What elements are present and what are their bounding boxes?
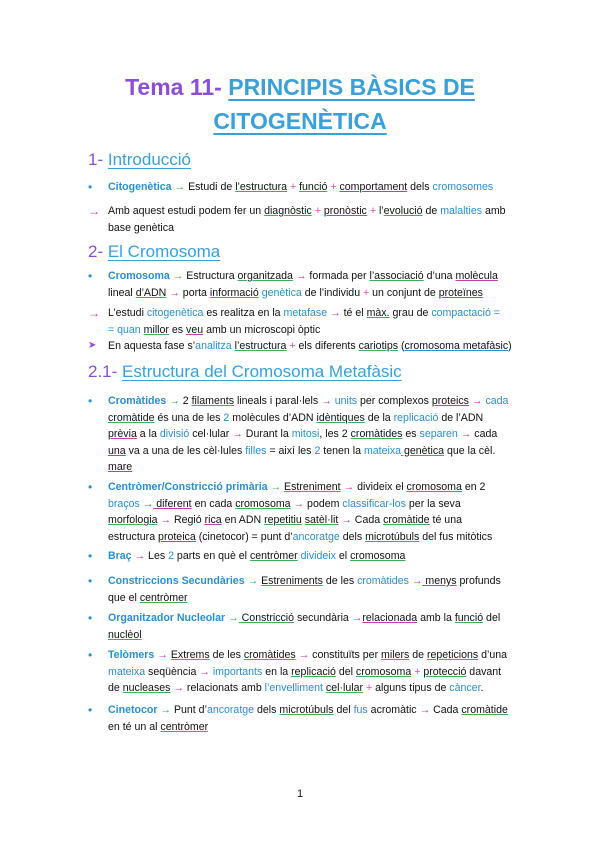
bullet-dot-icon: • [88, 611, 93, 625]
list-item: • Cinetocor → Punt d’ancoratge dels microtúbuls del fus acromàtic → Cada cromàtide en té un al centròmer [88, 703, 508, 733]
page-title-line2: CITOGENÈTICA [213, 108, 387, 134]
bullet-dot-icon: • [88, 648, 93, 662]
page-title: Tema 11- PRINCIPIS BÀSICS DE [125, 74, 475, 100]
bullet-triangle-icon: ➤ [88, 340, 97, 351]
bullet-dot-icon: • [88, 480, 93, 494]
bullet-dot-icon: • [88, 394, 93, 408]
bullet-dot-icon: • [88, 269, 93, 283]
list-item: • Braç → Les 2 parts en què el centròmer divideix el cromosoma [88, 549, 406, 563]
bullet-arrow-icon: → [88, 306, 100, 320]
list-item: • Cromosoma → Estructura organitzada → formada per l’associació d’una molècula lineal d’ADN → porta informació genètica de l’individu + un conjunt de proteïnes [88, 269, 498, 299]
page-number: 1 [296, 788, 304, 800]
list-item: • Constriccions Secundàries → Estreniments de les cromàtides → menys profunds que el centròmer [88, 574, 501, 604]
bullet-dot-icon: • [88, 549, 93, 563]
section-heading-estructura: 2.1- Estructura del Cromosoma Metafàsic [88, 362, 402, 381]
list-item: • Citogenètica → Estudi de l’estructura + funció + comportament dels cromosomes [88, 180, 494, 194]
list-item: ➤ En aquesta fase s’analitza l’estructura + els diferents cariotips (cromosoma metafàsic) [88, 338, 528, 355]
bullet-arrow-icon: → [88, 204, 100, 218]
section-heading-introduccio: 1- Introducció [88, 150, 192, 169]
list-item: → Amb aquest estudi podem fer un diagnòstic + pronòstic + l’evolució de malalties amb base genètica [88, 204, 506, 234]
list-item: • Centròmer/Constricció primària → Estreniment → divideix el cromosoma en 2 braços → diferent en cada cromosoma → podem classificar-los per la seva morfologia → Regió rica en ADN repetitiu satèl·lit → Cada cromàtide té una estructura proteica (cinetocor) = punt d’ancoratge dels microtúbuls del fus mitòtics [88, 480, 493, 543]
bullet-dot-icon: • [88, 180, 93, 194]
section-heading-el-cromosoma: 2- El Cromosoma [88, 242, 221, 261]
list-item: • Cromàtides → 2 filaments lineals i paral·lels → units per complexos proteics → cada cromàtide és una de les 2 molècules d’ADN idèntiques de la replicació de l’ADN prèvia a la divisió cel·lular → Durant la mitosi, les 2 cromàtides es separen → cada una va a una de les cèl·lules filles = així les 2 tenen la mateixa genètica que la cèl. mare [88, 394, 509, 473]
list-item: • Telòmers → Extrems de les cromàtides → constituïts per milers de repeticions d’una mateixa seqüència → importants en la replicació del cromosoma + protecció davant de nucleases → relacionats amb l’envelliment cel·lular + alguns tipus de càncer. [88, 648, 508, 694]
list-item: • Organitzador Nucleolar → Constricció secundària →relacionada amb la funció del nuclèol [88, 611, 501, 641]
list-item: → L’estudi citogenètica es realitza en la metafase → té el màx. grau de compactació = = quan millor es veu amb un microscopi òptic [88, 306, 500, 336]
bullet-dot-icon: • [88, 574, 93, 588]
bullet-dot-icon: • [88, 703, 93, 717]
